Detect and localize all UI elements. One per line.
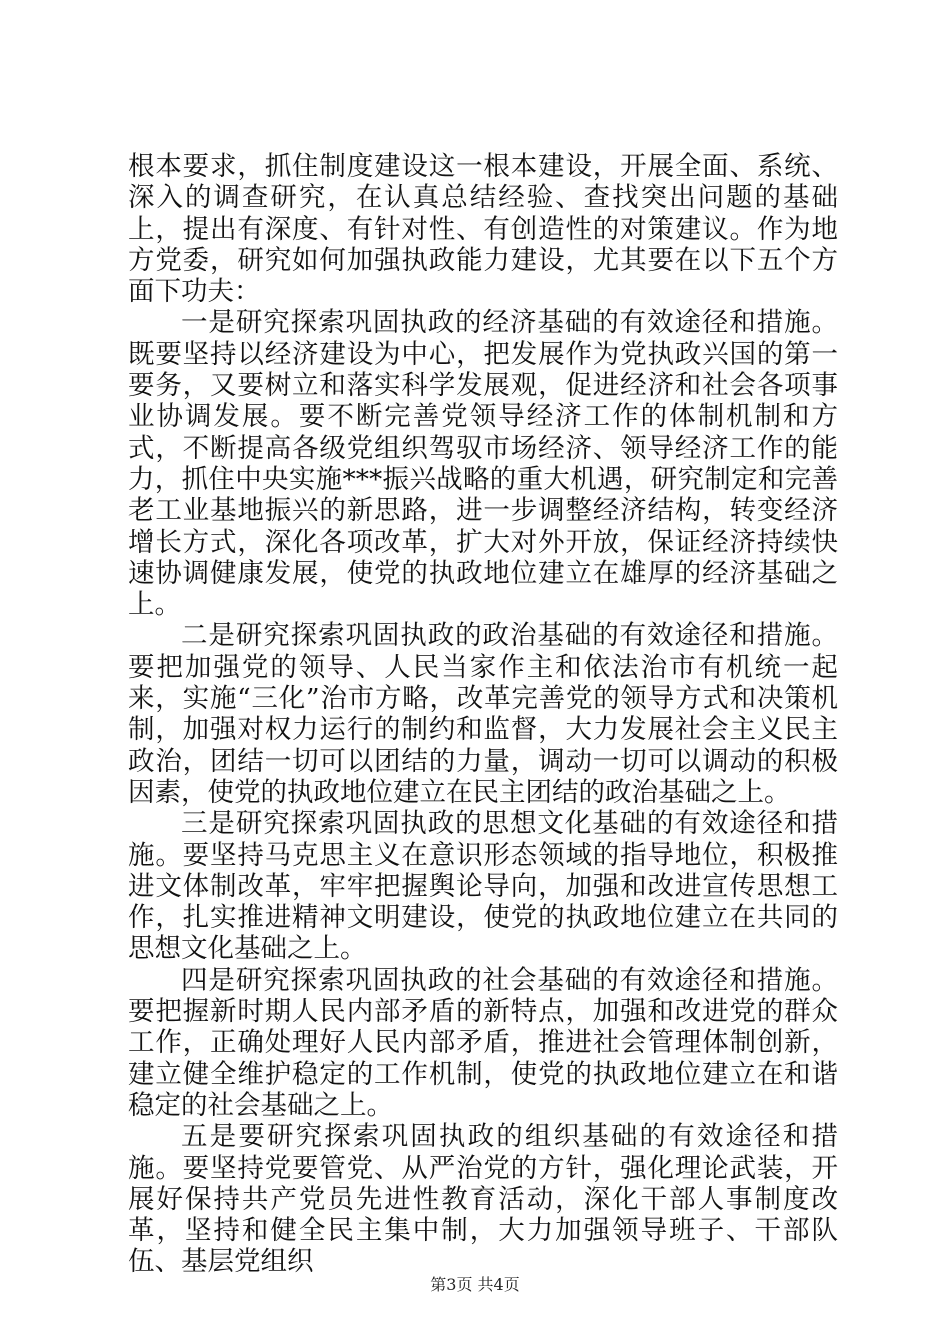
document-body xyxy=(128,151,838,1278)
paragraph-continuation: 根本要求，抓住制度建设这一根本建设，开展全面、系统、深入的调查研究，在认真总结经验、查找突出问题的基础上，提出有深度、有针对性、有创造性的对策建议。作为地方党委，研究如何加强执政能力建设，尤其要在以下五个方面下功夫： xyxy=(128,151,838,308)
paragraph-organizational-foundation: 五是要研究探索巩固执政的组织基础的有效途径和措施。要坚持党要管党、从严治党的方针，强化理论武装，开展好保持共产党员先进性教育活动，深化干部人事制度改革，坚持和健全民主集中制，大力加强领导班子、干部队伍、基层党组织 xyxy=(128,1121,838,1278)
paragraph-political-foundation: 二是研究探索巩固执政的政治基础的有效途径和措施。要把加强党的领导、人民当家作主和依法治市有机统一起来，实施“三化”治市方略，改革完善党的领导方式和决策机制，加强对权力运行的制约和监督，大力发展社会主义民主政治，团结一切可以团结的力量，调动一切可以调动的积极因素，使党的执政地位建立在民主团结的政治基础之上。 xyxy=(128,620,838,808)
page-footer: 第3页 共4页 xyxy=(430,1275,520,1294)
paragraph-cultural-foundation: 三是研究探索巩固执政的思想文化基础的有效途径和措施。要坚持马克思主义在意识形态领域的指导地位，积极推进文体制改革，牢牢把握舆论导向，加强和改进宣传思想工作，扎实推进精神文明建设，使党的执政地位建立在共同的思想文化基础之上。 xyxy=(128,808,838,965)
paragraph-social-foundation: 四是研究探索巩固执政的社会基础的有效途径和措施。要把握新时期人民内部矛盾的新特点，加强和改进党的群众工作，正确处理好人民内部矛盾，推进社会管理体制创新，建立健全维护稳定的工作机制，使党的执政地位建立在和谐稳定的社会基础之上。 xyxy=(128,964,838,1121)
paragraph-economic-foundation: 一是研究探索巩固执政的经济基础的有效途径和措施。既要坚持以经济建设为中心，把发展作为党执政兴国的第一要务，又要树立和落实科学发展观，促进经济和社会各项事业协调发展。要不断完善党领导经济工作的体制机制和方式，不断提高各级党组织驾驭市场经济、领导经济工作的能力，抓住中央实施***振兴战略的重大机遇，研究制定和完善老工业基地振兴的新思路，进一步调整经济结构，转变经济增长方式，深化各项改革，扩大对外开放，保证经济持续快速协调健康发展，使党的执政地位建立在雄厚的经济基础之上。 xyxy=(128,307,838,621)
